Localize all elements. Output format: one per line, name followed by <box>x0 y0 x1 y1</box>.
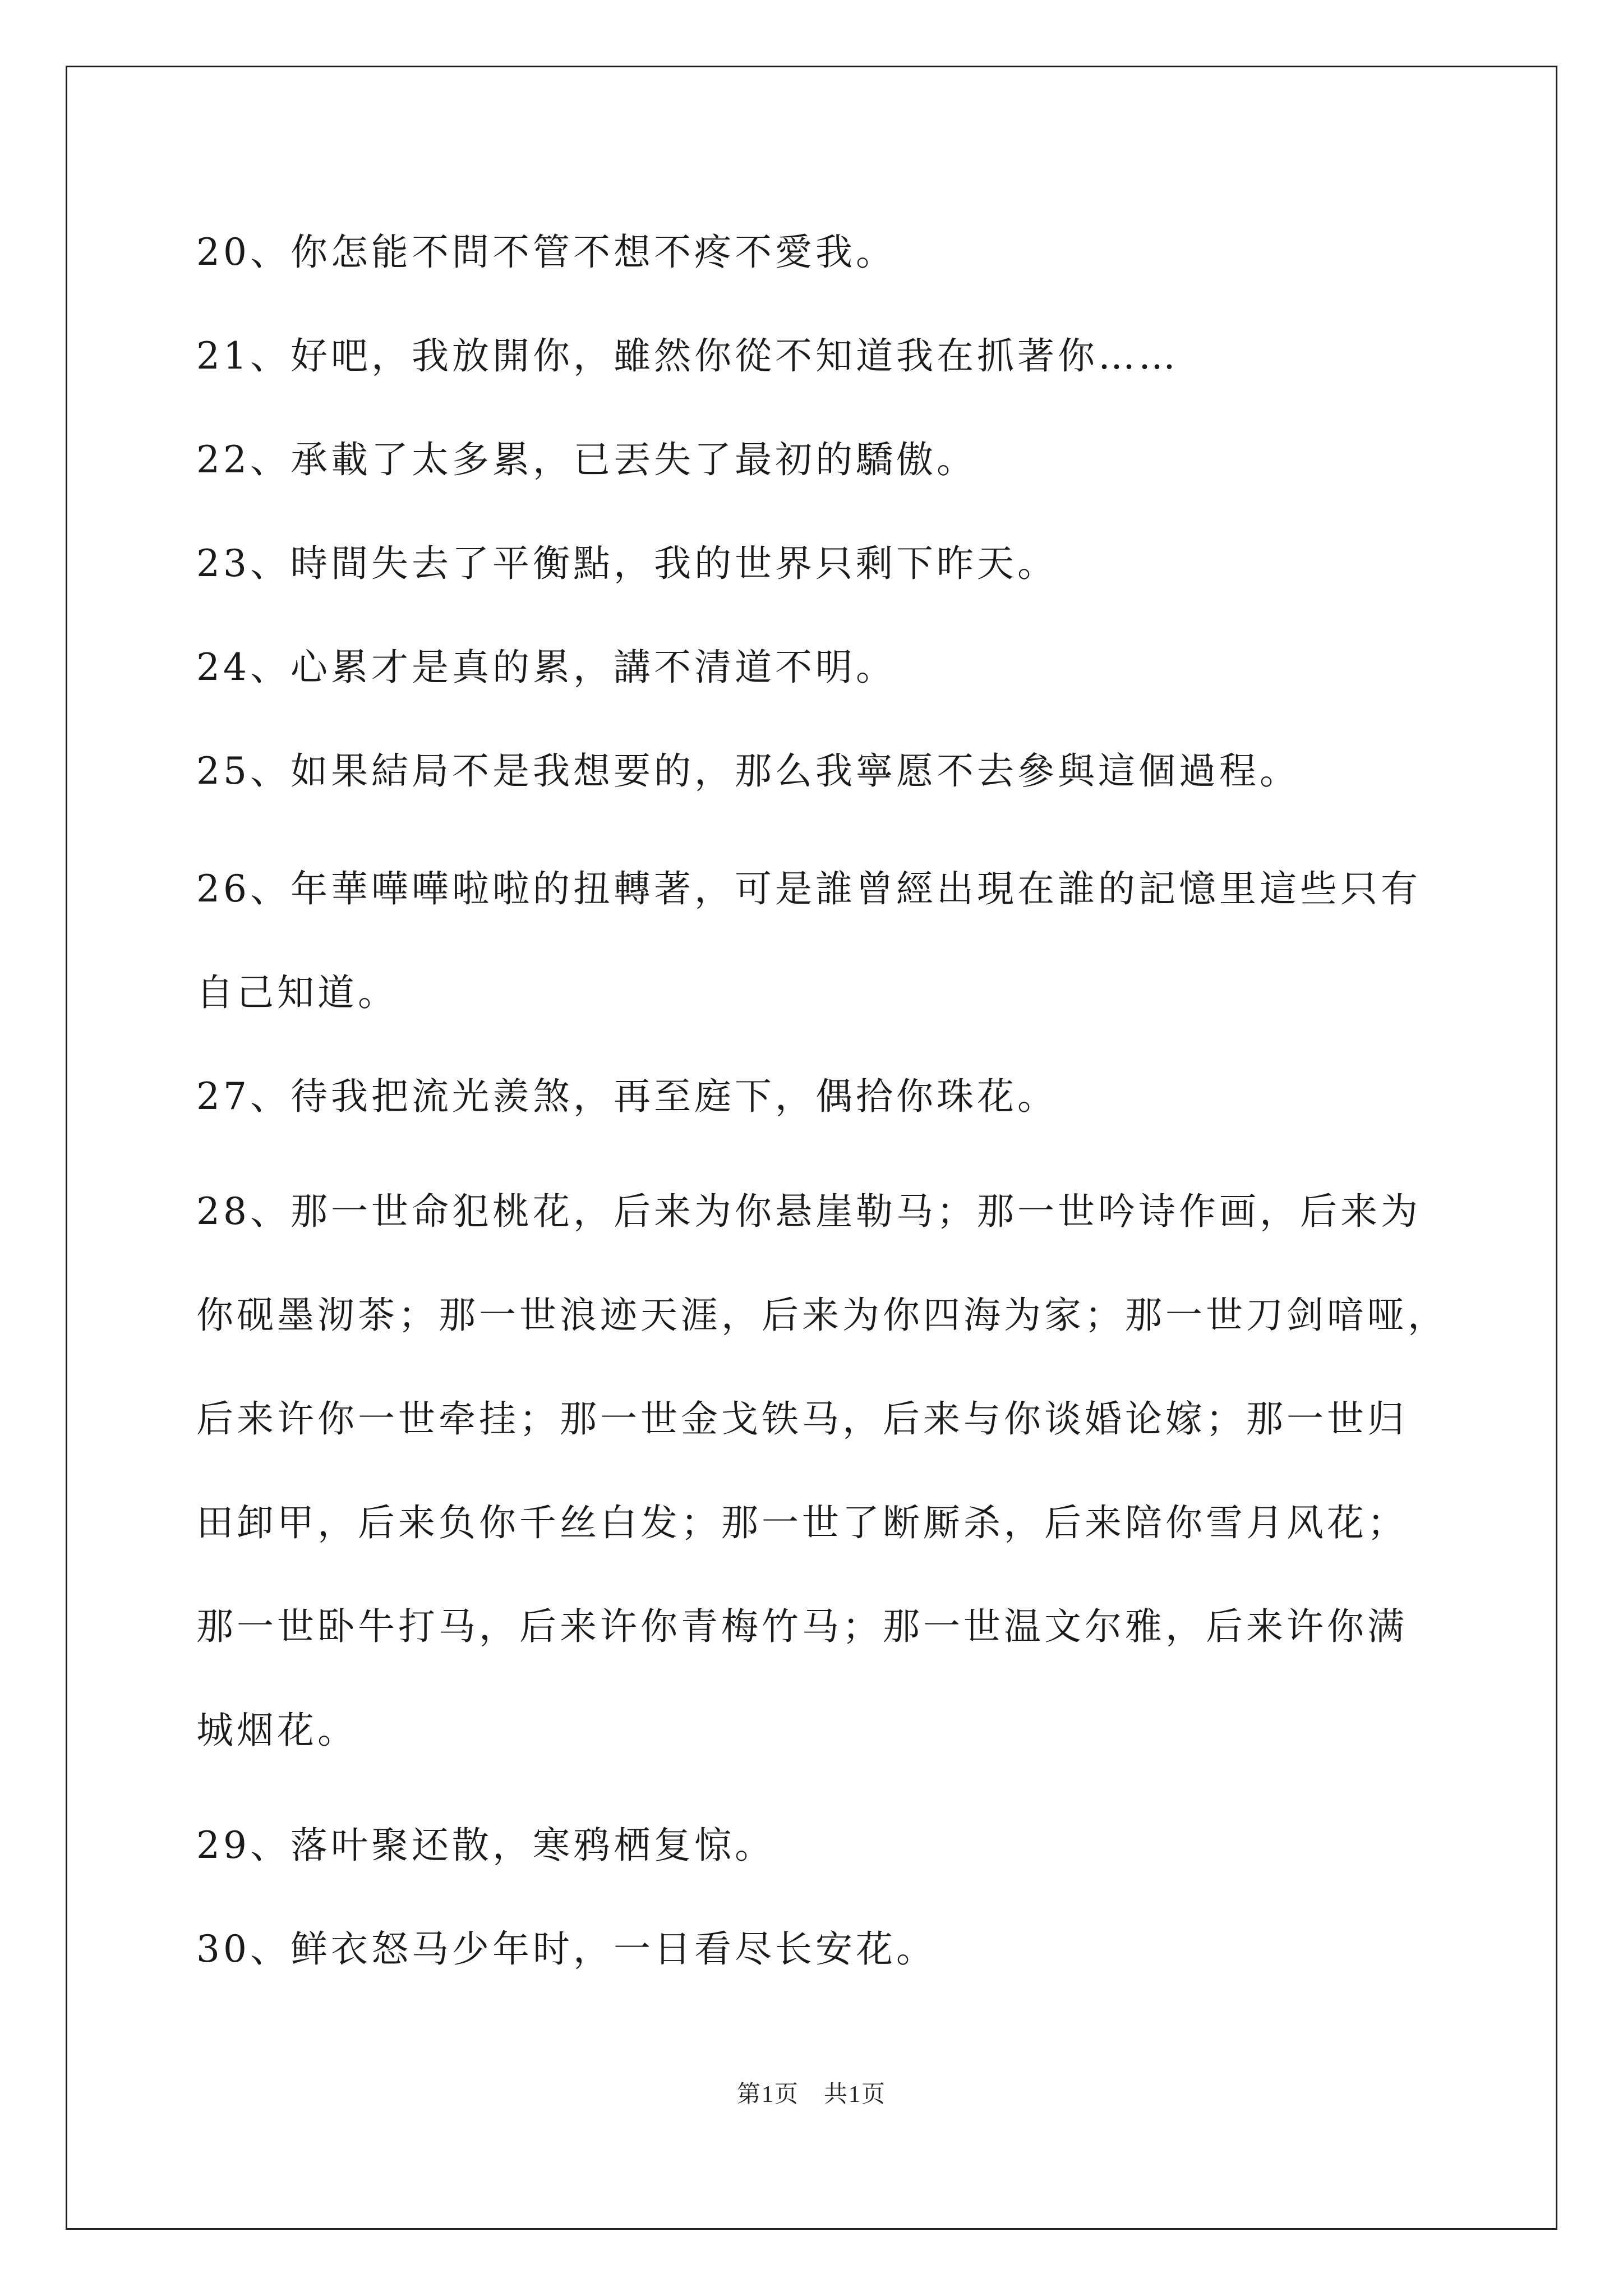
text-line: 24、心累才是真的累，講不清道不明。 <box>196 646 896 689</box>
text-line: 那一世卧牛打马，后来许你青梅竹马；那一世温文尔雅，后来许你满 <box>196 1605 1408 1648</box>
text-line: 22、承載了太多累，已丟失了最初的驕傲。 <box>196 438 977 481</box>
text-line: 后来许你一世牵挂；那一世金戈铁马，后来与你谈婚论嫁；那一世归 <box>196 1397 1408 1441</box>
text-line: 25、如果結局不是我想要的，那么我寧愿不去參與這個過程。 <box>196 749 1300 793</box>
text-line: 自己知道。 <box>196 971 398 1014</box>
text-line: 20、你怎能不問不管不想不疼不愛我。 <box>196 231 896 274</box>
text-line: 28、那一世命犯桃花，后来为你悬崖勒马；那一世吟诗作画，后来为 <box>196 1190 1421 1233</box>
text-line: 21、好吧，我放開你，雖然你從不知道我在抓著你…… <box>196 334 1179 378</box>
text-line: 29、落叶聚还散，寒鸦栖复惊。 <box>196 1824 775 1867</box>
page-footer: 第1页 共1页 <box>736 2082 886 2108</box>
text-line: 田卸甲，后来负你千丝白发；那一世了断厮杀，后来陪你雪月风花； <box>196 1501 1408 1544</box>
text-line: 26、年華嘩嘩啦啦的扭轉著，可是誰曾經出現在誰的記憶里這些只有 <box>196 867 1421 910</box>
text-line: 城烟花。 <box>196 1709 358 1752</box>
text-line: 23、時間失去了平衡點，我的世界只剩下昨天。 <box>196 542 1058 585</box>
text-line: 30、鲜衣怒马少年时，一日看尽长安花。 <box>196 1927 937 1971</box>
text-line: 你砚墨沏茶；那一世浪迹天涯，后来为你四海为家；那一世刀剑喑哑， <box>196 1294 1448 1337</box>
page-border <box>66 66 1557 2230</box>
text-line: 27、待我把流光羨煞，再至庭下，偶拾你珠花。 <box>196 1075 1058 1118</box>
